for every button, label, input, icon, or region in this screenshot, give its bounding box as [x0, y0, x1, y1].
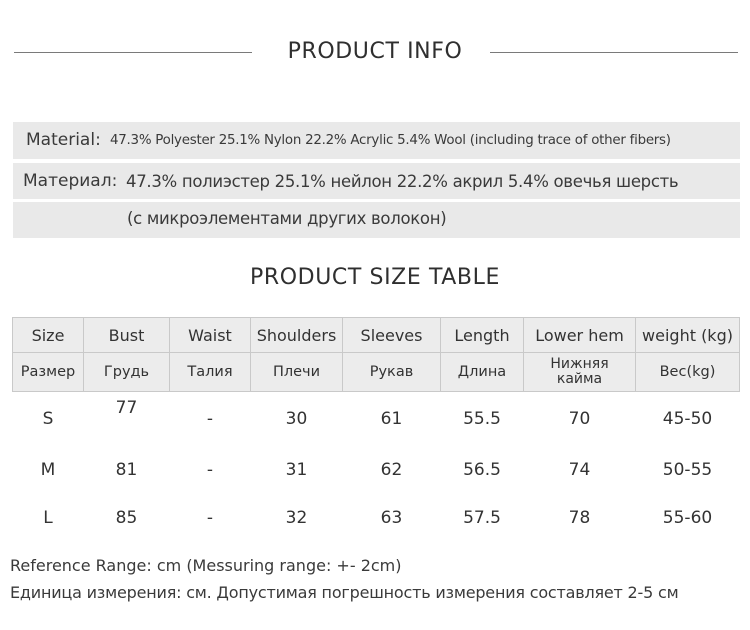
material-ru-label: Материал: — [23, 171, 118, 191]
cell-waist: - — [170, 392, 251, 447]
header-ru-weight: Вес(kg) — [636, 353, 740, 392]
cell-bust: 85 — [84, 494, 170, 542]
cell-waist: - — [170, 446, 251, 494]
header-waist: Waist — [170, 318, 251, 353]
cell-lower-hem: 70 — [524, 392, 636, 447]
size-table-header — [0, 258, 750, 298]
measurement-unit-note: Единица измерения: см. Допустимая погрешность измерения составляет 2-5 см — [10, 583, 679, 602]
cell-size: M — [13, 446, 84, 494]
header-weight: weight (kg) — [636, 318, 740, 353]
header-size: Size — [13, 318, 84, 353]
header-shoulders: Shoulders — [251, 318, 343, 353]
material-en-label: Material: — [26, 130, 101, 150]
header-ru-waist: Талия — [170, 353, 251, 392]
header-ru-size: Размер — [13, 353, 84, 392]
header-bust: Bust — [84, 318, 170, 353]
cell-sleeves: 63 — [343, 494, 441, 542]
cell-waist: - — [170, 494, 251, 542]
cell-bust: 81 — [84, 446, 170, 494]
table-row — [13, 392, 740, 447]
header-ru-lower-hem — [524, 353, 636, 392]
header-ru-lower-hem-text: Нижняя кайма — [550, 356, 609, 387]
cell-size: L — [13, 494, 84, 542]
table-row — [13, 494, 740, 542]
size-table-header-en — [13, 318, 740, 353]
cell-sleeves: 62 — [343, 446, 441, 494]
cell-length: 56.5 — [441, 446, 524, 494]
material-ru-row-2 — [13, 202, 740, 238]
cell-shoulders: 30 — [251, 392, 343, 447]
header-sleeves: Sleeves — [343, 318, 441, 353]
cell-weight: 45-50 — [636, 392, 740, 447]
material-ru-text-line1: 47.3% полиэстер 25.1% нейлон 22.2% акрил 5.4% овечья шерсть — [126, 172, 679, 191]
header-length: Length — [441, 318, 524, 353]
cell-lower-hem: 74 — [524, 446, 636, 494]
cell-bust: 77 — [84, 392, 170, 447]
material-ru-row — [13, 163, 740, 199]
cell-weight: 55-60 — [636, 494, 740, 542]
header-ru-length: Длина — [441, 353, 524, 392]
material-en-text: 47.3% Polyester 25.1% Nylon 22.2% Acrylic 5.4% Wool (including trace of other fibers) — [110, 133, 671, 148]
material-ru-text-line2: (с микроэлементами других волокон) — [127, 209, 447, 228]
table-row — [13, 446, 740, 494]
header-ru-sleeves: Рукав — [343, 353, 441, 392]
product-info-title: PRODUCT INFO — [287, 39, 463, 64]
cell-weight: 50-55 — [636, 446, 740, 494]
cell-shoulders: 32 — [251, 494, 343, 542]
reference-range-note: Reference Range: cm (Messuring range: +- 2cm) — [10, 556, 402, 575]
cell-sleeves: 61 — [343, 392, 441, 447]
header-ru-bust: Грудь — [84, 353, 170, 392]
header-ru-shoulders: Плечи — [251, 353, 343, 392]
cell-lower-hem: 78 — [524, 494, 636, 542]
header-lower-hem: Lower hem — [524, 318, 636, 353]
cell-size: S — [13, 392, 84, 447]
size-table-title: PRODUCT SIZE TABLE — [250, 265, 500, 290]
size-table-header-ru — [13, 353, 740, 392]
size-table — [12, 317, 740, 542]
cell-shoulders: 31 — [251, 446, 343, 494]
cell-length: 57.5 — [441, 494, 524, 542]
cell-length: 55.5 — [441, 392, 524, 447]
product-info-header — [0, 32, 750, 72]
material-en-row — [13, 122, 740, 159]
